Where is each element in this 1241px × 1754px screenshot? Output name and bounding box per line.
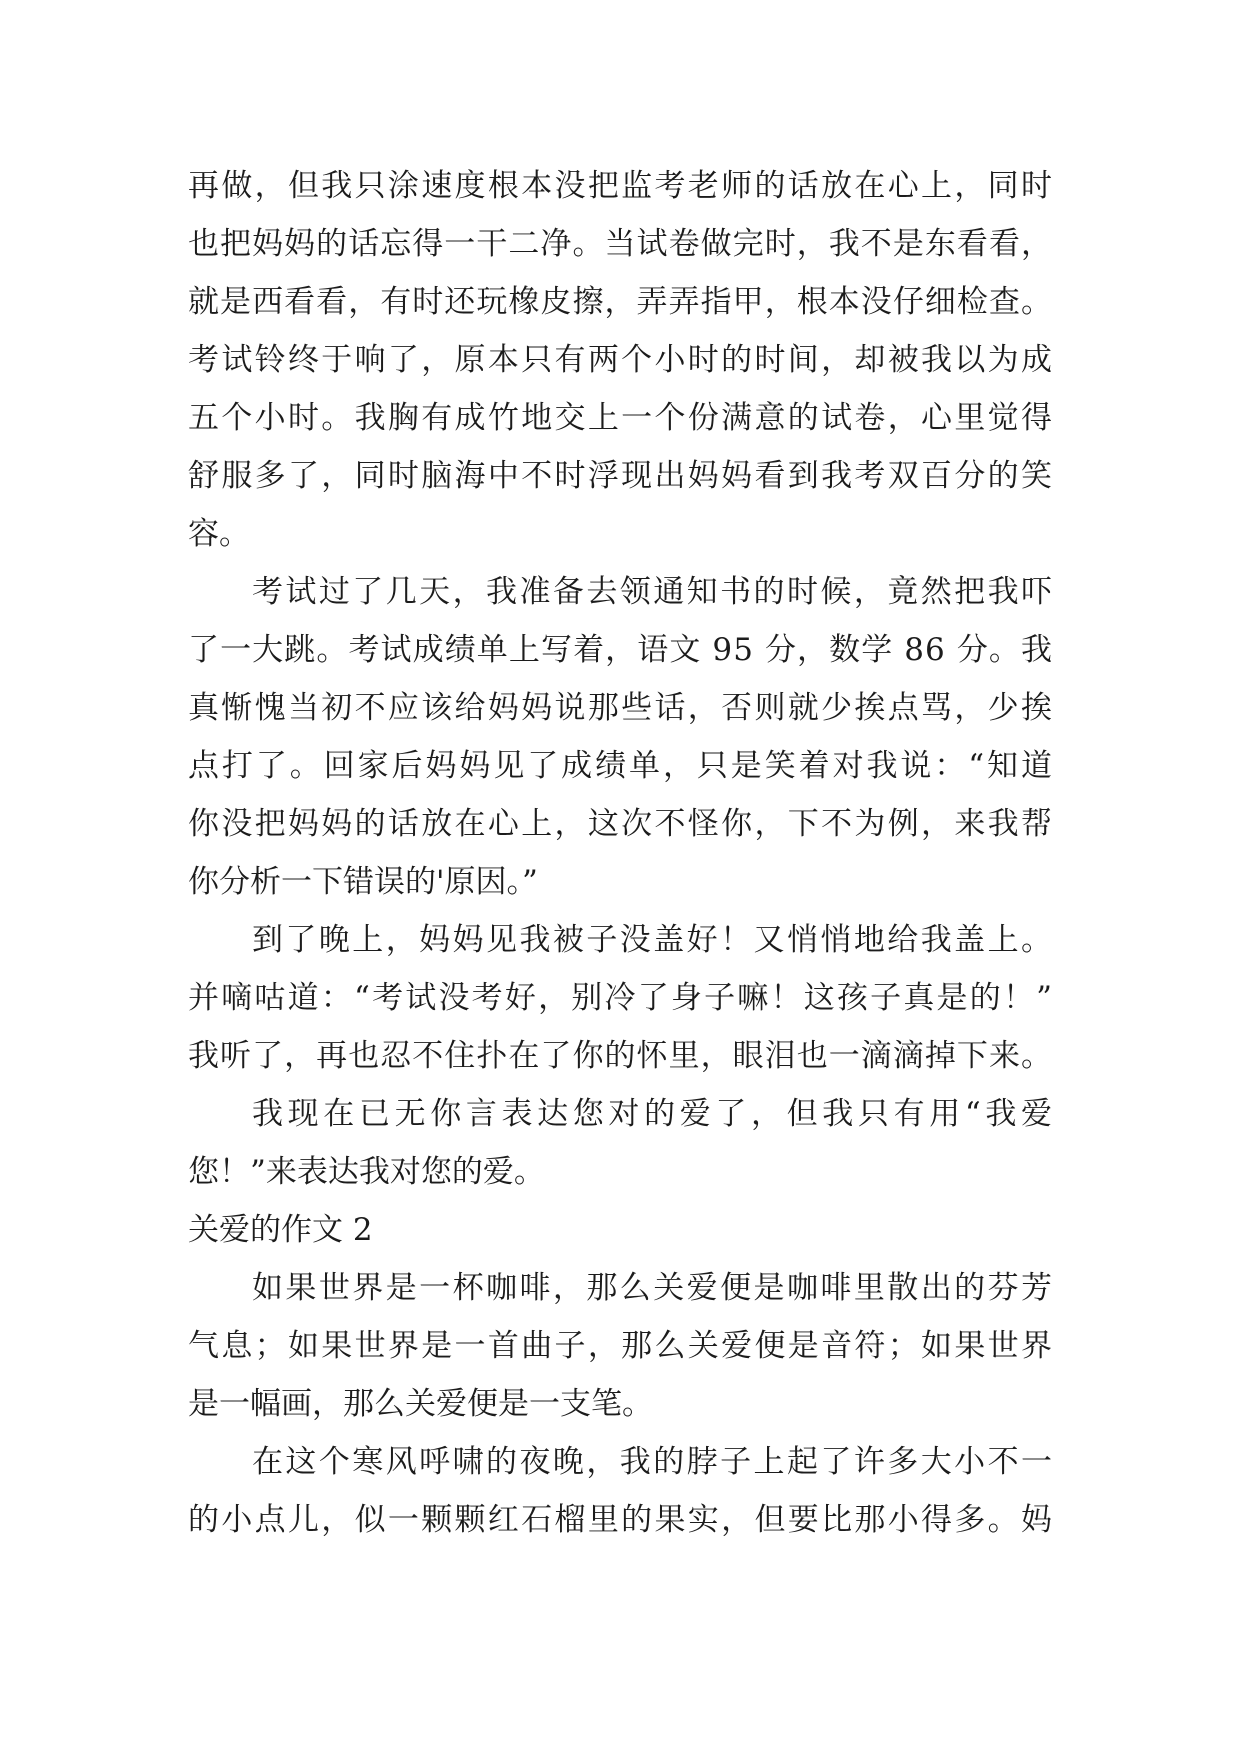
text-line: 到了晚上，妈妈见我被子没盖好！又悄悄地给我盖上。 xyxy=(252,922,1055,958)
text-line: 就是西看看，有时还玩橡皮擦，弄弄指甲，根本没仔细检查。 xyxy=(188,284,1054,320)
text-line: 考试过了几天，我准备去领通知书的时候，竟然把我吓 xyxy=(252,574,1055,610)
text-line: 我听了，再也忍不住扑在了你的怀里，眼泪也一滴滴掉下来。 xyxy=(188,1038,1054,1074)
text-line: 再做，但我只涂速度根本没把监考老师的话放在心上，同时 xyxy=(188,168,1055,204)
paragraph xyxy=(188,911,1055,1085)
text-line: 在这个寒风呼啸的夜晚，我的脖子上起了许多大小不一 xyxy=(252,1444,1055,1480)
text-line: 也把妈妈的话忘得一干二净。当试卷做完时，我不是东看看， xyxy=(188,226,1054,262)
paragraph xyxy=(188,1433,1055,1549)
text-line: 考试铃终于响了，原本只有两个小时的时间，却被我以为成 xyxy=(188,342,1055,378)
text-line: 气息；如果世界是一首曲子，那么关爱便是音符；如果世界 xyxy=(188,1328,1055,1364)
paragraph xyxy=(188,563,1055,911)
text-line: 舒服多了，同时脑海中不时浮现出妈妈看到我考双百分的笑 xyxy=(188,458,1055,494)
paragraph xyxy=(188,1085,1057,1201)
document-body xyxy=(188,157,1057,1549)
essay-title xyxy=(188,1201,1052,1259)
text-line: 了一大跳。考试成绩单上写着，语文 95 分，数学 86 分。我 xyxy=(188,632,1054,668)
text-line: 你没把妈妈的话放在心上，这次不怪你，下不为例，来我帮 xyxy=(188,806,1055,842)
text-line: 容。 xyxy=(188,516,250,552)
text-line: 您！”来表达我对您的爱。 xyxy=(188,1154,545,1190)
text-line: 点打了。回家后妈妈见了成绩单，只是笑着对我说：“知道 xyxy=(188,748,1055,784)
paragraph xyxy=(188,157,1055,563)
text-line: 并嘀咕道：“考试没考好，别冷了身子嘛！这孩子真是的！” xyxy=(188,980,1055,1016)
essay-title-text: 关爱的作文 2 xyxy=(188,1212,373,1248)
text-line: 五个小时。我胸有成竹地交上一个份满意的试卷，心里觉得 xyxy=(188,400,1055,436)
paragraph xyxy=(188,1259,1055,1433)
text-line: 的小点儿，似一颗颗红石榴里的果实，但要比那小得多。妈 xyxy=(188,1502,1055,1538)
text-line: 我现在已无你言表达您对的爱了，但我只有用“我爱 xyxy=(252,1096,1057,1132)
text-line: 你分析一下错误的'原因。” xyxy=(188,864,538,900)
text-line: 真惭愧当初不应该给妈妈说那些话，否则就少挨点骂，少挨 xyxy=(188,690,1055,726)
text-line: 如果世界是一杯咖啡，那么关爱便是咖啡里散出的芬芳 xyxy=(252,1270,1055,1306)
text-line: 是一幅画，那么关爱便是一支笔。 xyxy=(188,1386,653,1422)
